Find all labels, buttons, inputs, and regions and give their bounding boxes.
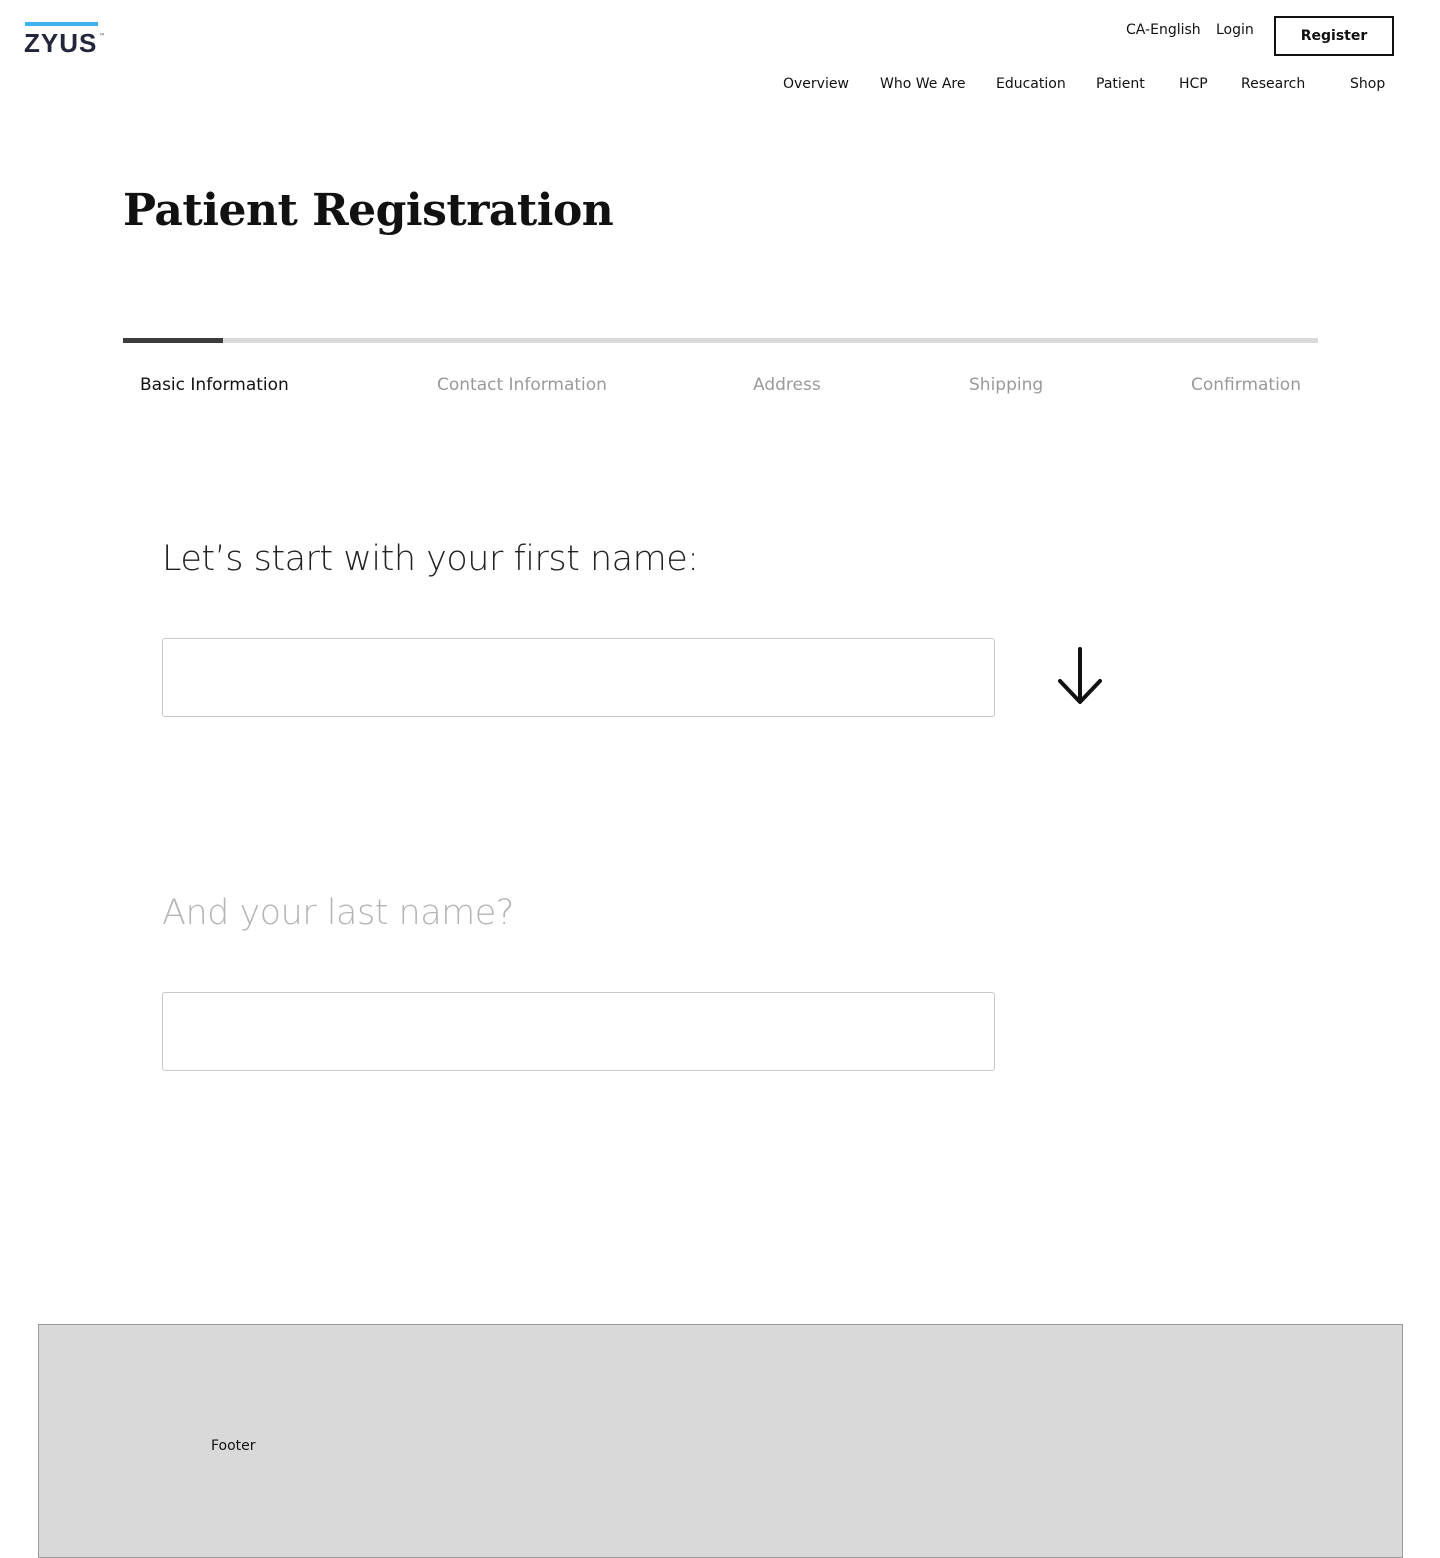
step-address[interactable]: Address xyxy=(753,375,821,395)
step-shipping[interactable]: Shipping xyxy=(969,375,1044,395)
page-title: Patient Registration xyxy=(123,185,614,236)
language-selector[interactable]: CA-English xyxy=(1126,22,1201,38)
footer xyxy=(38,1324,1403,1558)
register-button[interactable]: Register xyxy=(1274,16,1394,56)
nav-item-research[interactable]: Research xyxy=(1241,76,1306,92)
nav-item-hcp[interactable]: HCP xyxy=(1179,76,1208,92)
logo-accent-bar xyxy=(25,22,98,26)
logo-trademark: ™ xyxy=(99,33,105,40)
footer-label: Footer xyxy=(211,1438,256,1454)
nav-item-shop[interactable]: Shop xyxy=(1350,76,1386,92)
zyus-logo[interactable] xyxy=(24,22,108,62)
nav-item-patient[interactable]: Patient xyxy=(1096,76,1145,92)
nav-item-who-we-are[interactable]: Who We Are xyxy=(880,76,966,92)
main-nav xyxy=(0,76,1440,98)
first-name-question: Let’s start with your first name: xyxy=(162,539,699,579)
logo-text: ZYUS xyxy=(24,28,98,58)
login-link[interactable]: Login xyxy=(1216,22,1254,38)
first-name-input[interactable] xyxy=(162,638,995,717)
nav-item-overview[interactable]: Overview xyxy=(783,76,849,92)
step-contact-information[interactable]: Contact Information xyxy=(437,375,607,395)
arrow-down-icon[interactable] xyxy=(1052,644,1108,708)
nav-item-education[interactable]: Education xyxy=(996,76,1066,92)
step-confirmation[interactable]: Confirmation xyxy=(1191,375,1301,395)
step-basic-information[interactable]: Basic Information xyxy=(140,375,289,395)
progress-bar xyxy=(123,338,1318,343)
last-name-input[interactable] xyxy=(162,992,995,1071)
progress-bar-fill xyxy=(123,338,223,343)
last-name-question: And your last name? xyxy=(162,893,514,933)
step-list xyxy=(0,375,1440,399)
